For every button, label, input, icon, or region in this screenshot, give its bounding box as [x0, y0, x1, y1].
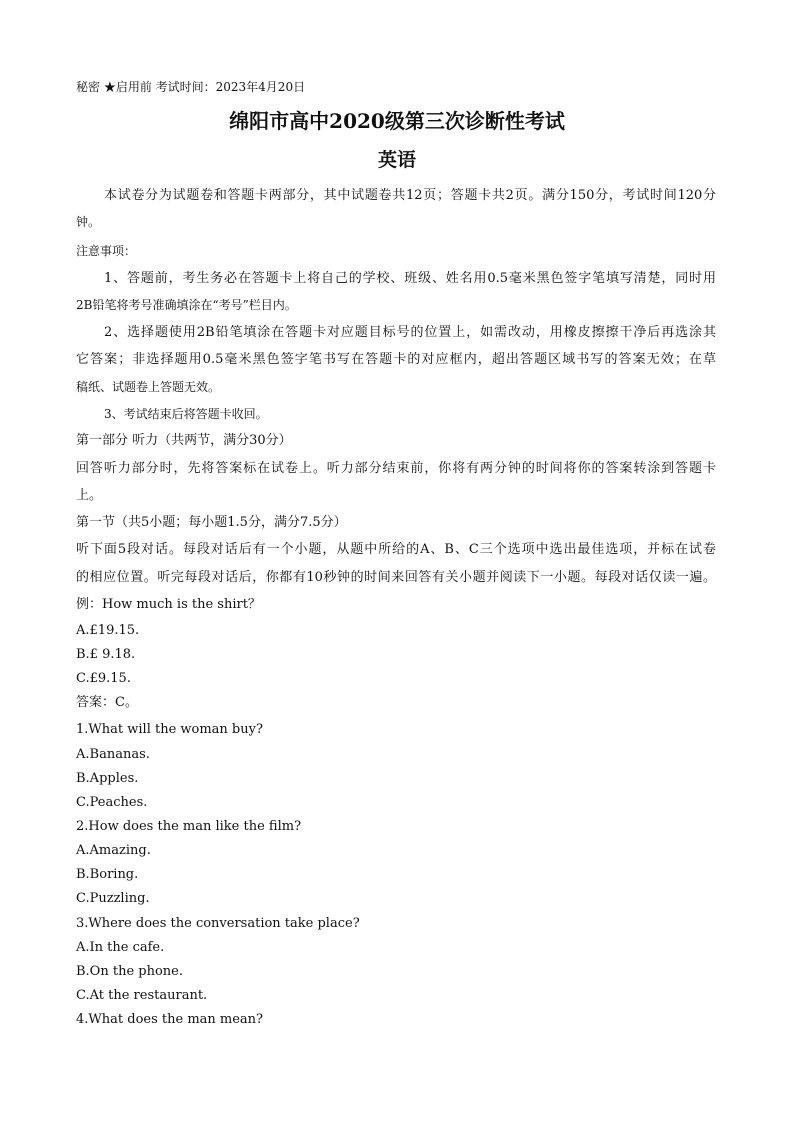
question-1-option-b: B.Apples. [76, 771, 139, 786]
question-2-option-c: C.Puzzling. [76, 891, 150, 906]
intro-line-1: 本试卷分为试题卷和答题卡两部分，其中试题卷共12页；答题卡共2页。满分150分，考试时间120分 [104, 188, 716, 203]
note-2-line-3: 稿纸、试题卷上答题无效。 [76, 380, 221, 394]
question-3-option-c: C.At the restaurant. [76, 988, 208, 1003]
section1-instruction-line-1: 听下面5段对话。每段对话后有一个小题，从题中所给的A、B、C三个选项中选出最佳选项，并标在试卷 [76, 542, 716, 557]
example-option-a: A.£19.15. [76, 623, 140, 638]
confidential-line: 秘密 ★启用前 考试时间：2023年4月20日 [76, 80, 306, 94]
exam-title: 绵阳市高中2020级第三次诊断性考试 [229, 109, 565, 133]
part1-instruction-line-1: 回答听力部分时，先将答案标在试卷上。听力部分结束前，你将有两分钟的时间将你的答案转涂到答题卡 [76, 461, 716, 476]
example-option-c: C.£9.15. [76, 671, 131, 686]
subject-title: 英语 [377, 149, 416, 171]
intro-line-2: 钟。 [76, 215, 101, 229]
note-3: 3、考试结束后将答题卡收回。 [104, 407, 268, 421]
question-4: 4.What does the man mean? [76, 1012, 264, 1027]
question-2: 2.How does the man like the film? [76, 819, 302, 834]
example-answer: 答案：C。 [76, 695, 138, 710]
question-3-option-b: B.On the phone. [76, 964, 183, 979]
part1-instruction-line-2: 上。 [76, 488, 103, 503]
note-1-line-1: 1、答题前，考生务必在答题卡上将自己的学校、班级、姓名用0.5毫米黑色签字笔填写清楚，同时用 [104, 271, 716, 286]
example-option-b: B.£ 9.18. [76, 647, 136, 662]
question-3-option-a: A.In the cafe. [76, 940, 165, 955]
example-question: 例：How much is the shirt？ [76, 597, 261, 612]
note-1-line-2: 2B铅笔将考号准确填涂在“考号”栏目内。 [76, 298, 297, 312]
section1-heading: 第一节（共5小题；每小题1.5分，满分7.5分） [76, 515, 347, 530]
question-1-option-c: C.Peaches. [76, 795, 148, 810]
part1-heading: 第一部分 听力（共两节，满分30分） [76, 433, 292, 448]
question-2-option-b: B.Boring. [76, 867, 139, 882]
question-2-option-a: A.Amazing. [76, 843, 151, 858]
notes-heading: 注意事项： [76, 244, 137, 258]
note-2-line-1: 2、选择题使用2B铅笔填涂在答题卡对应题目标号的位置上，如需改动，用橡皮擦擦干净后再选涂其 [104, 325, 716, 340]
question-3: 3.Where does the conversation take place? [76, 916, 360, 931]
question-1-option-a: A.Bananas. [76, 747, 150, 762]
note-2-line-2: 它答案；非选择题用0.5毫米黑色签字笔书写在答题卡的对应框内，超出答题区域书写的答案无效；在草 [76, 352, 716, 367]
section1-instruction-line-2: 的相应位置。听完每段对话后，你都有10秒钟的时间来回答有关小题并阅读下一小题。每段对话仅读一遍。 [76, 570, 716, 585]
question-1: 1.What will the woman buy? [76, 722, 263, 737]
